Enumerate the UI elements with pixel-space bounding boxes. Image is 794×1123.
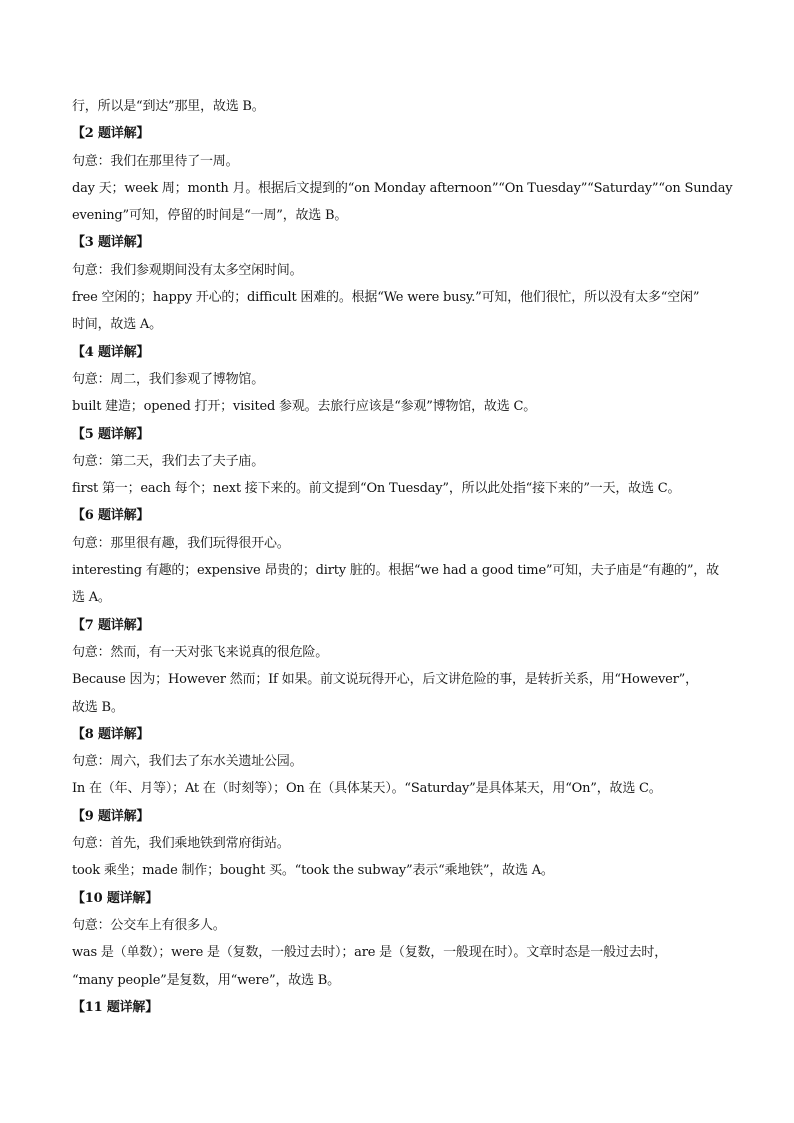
explanation-line: 句意：公交车上有很多人。	[72, 917, 226, 933]
explanation-line: In 在（年、月等）；At 在（时刻等）；On 在（具体某天）。“Saturday”是具体某天，用“On”，故选 C。	[72, 781, 662, 797]
explanation-line: 句意：那里很有趣，我们玩得很开心。	[72, 535, 290, 551]
question-heading: 【7 题详解】	[72, 617, 150, 633]
question-heading: 【2 题详解】	[72, 126, 150, 142]
explanation-line: first 第一；each 每个；next 接下来的。前文提到“On Tuesday”，所以此处指“接下来的”一天，故选 C。	[72, 481, 681, 497]
question-heading: 【5 题详解】	[72, 426, 150, 442]
explanation-line: evening”可知，停留的时间是“一周”，故选 B。	[72, 208, 348, 224]
explanation-line: 句意：我们参观期间没有太多空闲时间。	[72, 262, 303, 278]
explanation-line: day 天；week 周；month 月。根据后文提到的“on Monday afternoon”“On Tuesday”“Saturday”“on Sunday	[72, 180, 733, 196]
explanation-line: 时间，故选 A。	[72, 317, 162, 333]
question-heading: 【9 题详解】	[72, 808, 150, 824]
question-heading: 【4 题详解】	[72, 344, 150, 360]
question-heading: 【10 题详解】	[72, 890, 159, 906]
explanation-line: built 建造；opened 打开；visited 参观。去旅行应该是“参观”博物馆，故选 C。	[72, 399, 537, 415]
question-heading: 【3 题详解】	[72, 235, 150, 251]
explanation-line: 选 A。	[72, 590, 111, 606]
explanation-line: interesting 有趣的；expensive 昂贵的；dirty 脏的。根据“we had a good time”可知，夫子庙是“有趣的”，故	[72, 563, 719, 579]
explanation-line: took 乘坐；made 制作；bought 买。“took the subway”表示“乘地铁”，故选 A。	[72, 863, 554, 879]
explanation-line: 句意：第二天，我们去了夫子庙。	[72, 453, 265, 469]
answer-explanations	[72, 93, 733, 1021]
explanation-line: 句意：然而，有一天对张飞来说真的很危险。	[72, 644, 329, 660]
explanation-line: 故选 B。	[72, 699, 124, 715]
explanation-line: 句意：我们在那里待了一周。	[72, 153, 239, 169]
explanation-line: 行，所以是“到达”那里，故选 B。	[72, 99, 265, 114]
explanation-line: 句意：周六，我们去了东水关遗址公园。	[72, 754, 303, 770]
explanation-line: was 是（单数）；were 是（复数，一般过去时）；are 是（复数，一般现在时）。文章时态是一般过去时，	[72, 945, 668, 961]
explanation-line: 句意：周二，我们参观了博物馆。	[72, 371, 265, 387]
question-heading: 【11 题详解】	[72, 999, 159, 1015]
question-heading: 【8 题详解】	[72, 726, 150, 742]
question-heading: 【6 题详解】	[72, 508, 150, 524]
explanation-line: Because 因为；However 然而；If 如果。前文说玩得开心，后文讲危险的事，是转折关系，用“However”，	[72, 672, 698, 688]
explanation-line: 句意：首先，我们乘地铁到常府街站。	[72, 836, 290, 852]
explanation-line: “many people”是复数，用“were”，故选 B。	[72, 972, 340, 988]
explanation-line: free 空闲的；happy 开心的；difficult 困难的。根据“We were busy.”可知，他们很忙，所以没有太多“空闲”	[72, 290, 700, 306]
